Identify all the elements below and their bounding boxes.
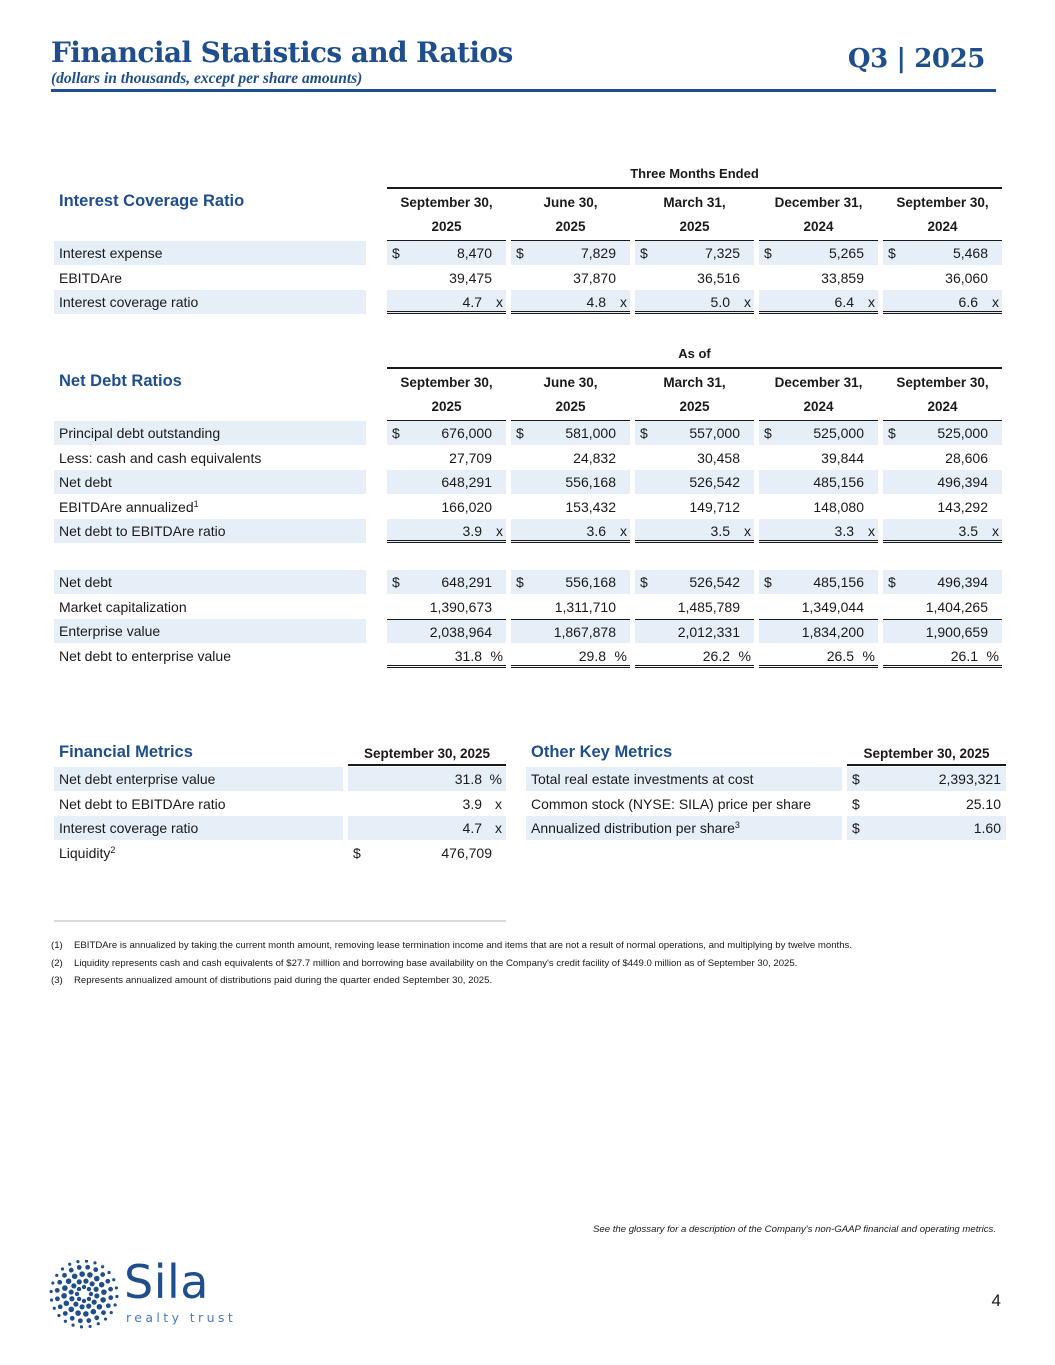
- ndr-period-1-line1: September 30,: [400, 375, 493, 390]
- currency-symbol: $: [516, 425, 524, 441]
- value-cell: [387, 519, 506, 543]
- currency-symbol: $: [392, 425, 400, 441]
- footnote-text: Represents annualized amount of distributions paid during the quarter ended September 30, 2025.: [74, 975, 493, 986]
- cell-value: 526,542: [689, 474, 740, 490]
- value-cell: [759, 495, 878, 519]
- cell-value: 676,000: [441, 425, 492, 441]
- value-cell: [511, 595, 630, 619]
- value-cell: [511, 619, 630, 643]
- value-cell: [883, 446, 1002, 470]
- footnote-rule: [54, 920, 506, 922]
- metric-row: [526, 792, 1006, 816]
- value-cell: [387, 266, 506, 290]
- value-cell: [511, 446, 630, 470]
- metric-value: 2,393,321: [938, 771, 1001, 787]
- metric-row: [54, 767, 506, 791]
- unit-symbol: x: [495, 820, 502, 836]
- row-label-text: Market capitalization: [59, 598, 187, 615]
- cell-value: 5.0: [710, 294, 730, 310]
- currency-symbol: $: [640, 245, 648, 261]
- row-label: [54, 266, 366, 290]
- unit-symbol: x: [992, 294, 999, 310]
- row-label-text: EBITDAre annualized: [59, 498, 194, 515]
- icr-period-2-line1: June 30,: [543, 195, 598, 210]
- row-label: [54, 241, 366, 265]
- value-cell: [387, 446, 506, 470]
- currency-symbol: $: [888, 574, 896, 590]
- value-cell: [635, 421, 754, 445]
- metric-value: 4.7: [462, 820, 482, 836]
- table-row: [0, 470, 1055, 494]
- table-row: [0, 519, 1055, 543]
- metric-label-text: Interest coverage ratio: [59, 820, 199, 836]
- value-cell: [883, 266, 1002, 290]
- cell-value: 1,485,789: [677, 598, 740, 615]
- ndr-period-4-line1: December 31,: [774, 375, 863, 390]
- cell-value: 496,394: [937, 574, 988, 590]
- row-label: [54, 570, 366, 594]
- metric-label: [526, 792, 842, 816]
- glossary-note: See the glossary for a description of the Company's non-GAAP financial and operating metrics.: [592, 1224, 996, 1235]
- metric-label: [526, 816, 842, 840]
- quarter-label: Q3 | 2025: [847, 44, 985, 74]
- unit-symbol: x: [495, 795, 502, 812]
- cell-value: 557,000: [689, 425, 740, 441]
- cell-value: 496,394: [937, 474, 988, 490]
- ndr-period-5-line1: September 30,: [896, 375, 989, 390]
- cell-value: 26.5: [826, 647, 854, 664]
- value-cell: [635, 595, 754, 619]
- footnote-number: (3): [51, 975, 63, 986]
- metric-value: 1.60: [973, 820, 1001, 836]
- value-cell: [883, 470, 1002, 494]
- icr-period-1-line2: 2025: [431, 219, 462, 234]
- value-cell: [387, 570, 506, 594]
- metric-label: [54, 841, 343, 865]
- cell-value: 7,325: [704, 245, 740, 261]
- value-cell: [511, 570, 630, 594]
- cell-value: 1,390,673: [429, 598, 492, 615]
- cell-value: 39,475: [449, 269, 492, 286]
- value-cell: [387, 241, 506, 265]
- icr-period-3-line1: March 31,: [663, 195, 726, 210]
- table-row: [0, 290, 1055, 314]
- cell-value: 148,080: [813, 498, 864, 515]
- cell-value: 1,900,659: [925, 624, 988, 640]
- table-row: [0, 266, 1055, 290]
- row-label-text: Enterprise value: [59, 623, 161, 639]
- metric-value: 476,709: [441, 844, 492, 861]
- value-cell: [759, 241, 878, 265]
- value-cell: [387, 595, 506, 619]
- value-cell: [635, 495, 754, 519]
- cell-value: 31.8: [454, 647, 482, 664]
- row-label: [54, 619, 366, 643]
- value-cell: [883, 421, 1002, 445]
- cell-value: 648,291: [441, 474, 492, 490]
- value-cell: [883, 519, 1002, 543]
- icr-period-4-line1: December 31,: [774, 195, 863, 210]
- unit-symbol: x: [744, 294, 751, 310]
- table-row: [0, 644, 1055, 668]
- cell-value: 525,000: [937, 425, 988, 441]
- cell-value: 36,516: [697, 269, 740, 286]
- footnote: [51, 958, 797, 970]
- metric-value: 25.10: [965, 795, 1001, 812]
- value-cell: [511, 519, 630, 543]
- value-cell: [387, 290, 506, 314]
- cell-value: 556,168: [565, 474, 616, 490]
- currency-symbol: $: [516, 245, 524, 261]
- value-cell: [511, 495, 630, 519]
- unit-symbol: %: [738, 647, 751, 664]
- value-cell: [387, 495, 506, 519]
- metric-label: [54, 816, 343, 840]
- value-cell: [387, 421, 506, 445]
- cell-value: 485,156: [813, 474, 864, 490]
- cell-value: 1,867,878: [553, 624, 616, 640]
- metric-value: 31.8: [454, 771, 482, 787]
- metric-label: [54, 767, 343, 791]
- cell-value: 1,349,044: [801, 598, 864, 615]
- row-label: [54, 495, 366, 519]
- row-label-text: Net debt: [59, 474, 112, 490]
- cell-value: 24,832: [573, 449, 616, 466]
- metric-value-cell: [348, 841, 506, 865]
- table-row: [0, 595, 1055, 619]
- value-cell: [883, 644, 1002, 668]
- value-cell: [387, 644, 506, 668]
- value-cell: [759, 266, 878, 290]
- metric-row: [54, 792, 506, 816]
- cell-value: 556,168: [565, 574, 616, 590]
- value-cell: [759, 470, 878, 494]
- financial-metrics-column-header: September 30, 2025: [348, 746, 506, 766]
- footnote: [51, 975, 492, 987]
- row-label-text: Net debt to EBITDAre ratio: [59, 523, 226, 539]
- metric-label: [54, 792, 343, 816]
- value-cell: [883, 290, 1002, 314]
- cell-value: 3.5: [710, 523, 730, 539]
- value-cell: [511, 470, 630, 494]
- metric-value-cell: [348, 792, 506, 816]
- footnote-number: (1): [51, 940, 63, 951]
- group-header-as-of: As of: [387, 346, 1002, 369]
- cell-value: 485,156: [813, 574, 864, 590]
- icr-period-3-line2: 2025: [679, 219, 710, 234]
- icr-period-5-line2: 2024: [927, 219, 958, 234]
- footnote-number: (2): [51, 957, 63, 969]
- value-cell: [759, 446, 878, 470]
- cell-value: 3.3: [834, 523, 854, 539]
- cell-value: 4.8: [586, 294, 606, 310]
- cell-value: 153,432: [565, 498, 616, 515]
- cell-value: 648,291: [441, 574, 492, 590]
- currency-symbol: $: [764, 425, 772, 441]
- table-row: [0, 446, 1055, 470]
- cell-value: 3.5: [958, 523, 978, 539]
- cell-value: 1,834,200: [801, 624, 864, 640]
- value-cell: [759, 595, 878, 619]
- ndr-period-4-line2: 2024: [803, 399, 834, 414]
- unit-symbol: %: [489, 771, 502, 787]
- cell-value: 26.1: [950, 647, 978, 664]
- unit-symbol: %: [614, 647, 627, 664]
- unit-symbol: x: [620, 294, 627, 310]
- metric-row: [526, 767, 1006, 791]
- metric-label-text: Net debt enterprise value: [59, 771, 216, 787]
- row-label-text: Less: cash and cash equivalents: [59, 449, 262, 466]
- cell-value: 37,870: [573, 269, 616, 286]
- unit-symbol: %: [986, 647, 999, 664]
- section-title-interest-coverage: Interest Coverage Ratio: [59, 192, 245, 210]
- icr-period-1-line1: September 30,: [400, 195, 493, 210]
- unit-symbol: x: [868, 294, 875, 310]
- value-cell: [635, 570, 754, 594]
- unit-symbol: x: [992, 523, 999, 539]
- header-rule: [51, 89, 996, 92]
- unit-symbol: x: [496, 294, 503, 310]
- row-label: [54, 470, 366, 494]
- footnote-text: EBITDAre is annualized by taking the current month amount, removing lease termination income and items that are not a result of normal operations, and multiplying by twelve months.: [74, 940, 853, 951]
- row-label: [54, 446, 366, 470]
- unit-symbol: x: [744, 523, 751, 539]
- table-row: [0, 619, 1055, 643]
- value-cell: [511, 241, 630, 265]
- metric-label-text: Annualized distribution per share: [531, 820, 735, 836]
- cell-value: 6.4: [834, 294, 854, 310]
- value-cell: [759, 570, 878, 594]
- currency-symbol: $: [888, 425, 896, 441]
- value-cell: [635, 241, 754, 265]
- page-title: Financial Statistics and Ratios: [51, 36, 513, 69]
- value-cell: [759, 421, 878, 445]
- icr-period-2-line2: 2025: [555, 219, 586, 234]
- cell-value: 143,292: [937, 498, 988, 515]
- cell-value: 2,038,964: [429, 624, 492, 640]
- cell-value: 4.7: [462, 294, 482, 310]
- currency-symbol: $: [852, 771, 860, 787]
- icr-period-5-line1: September 30,: [896, 195, 989, 210]
- value-cell: [511, 421, 630, 445]
- cell-value: 6.6: [958, 294, 978, 310]
- value-cell: [635, 644, 754, 668]
- value-cell: [511, 290, 630, 314]
- cell-value: 7,829: [580, 245, 616, 261]
- metric-label-text: Net debt to EBITDAre ratio: [59, 795, 226, 812]
- footnote-text: Liquidity represents cash and cash equivalents of $27.7 million and borrowing base availability on the Company's credit facility of $449.0 million as of September 30, 2025.: [74, 957, 798, 969]
- row-label: [54, 421, 366, 445]
- cell-value: 3.9: [462, 523, 482, 539]
- cell-value: 1,404,265: [925, 598, 988, 615]
- cell-value: 3.6: [586, 523, 606, 539]
- metric-label-text: Common stock (NYSE: SILA) price per share: [531, 795, 812, 812]
- metric-value-cell: [847, 792, 1006, 816]
- logo-tagline: realty trust: [126, 1310, 237, 1325]
- currency-symbol: $: [764, 574, 772, 590]
- value-cell: [511, 266, 630, 290]
- cell-value: 8,470: [456, 245, 492, 261]
- value-cell: [387, 470, 506, 494]
- cell-value: 36,060: [945, 269, 988, 286]
- cell-value: 5,468: [952, 245, 988, 261]
- cell-value: 5,265: [828, 245, 864, 261]
- table-row: [0, 570, 1055, 594]
- cell-value: 149,712: [689, 498, 740, 515]
- other-metrics-title: Other Key Metrics: [531, 743, 673, 761]
- currency-symbol: $: [640, 574, 648, 590]
- metric-label-text: Liquidity: [59, 844, 111, 861]
- unit-symbol: x: [496, 523, 503, 539]
- ndr-period-5-line2: 2024: [927, 399, 958, 414]
- value-cell: [759, 519, 878, 543]
- cell-value: 27,709: [449, 449, 492, 466]
- row-label: [54, 595, 366, 619]
- metric-value: 3.9: [462, 795, 482, 812]
- value-cell: [759, 290, 878, 314]
- value-cell: [635, 266, 754, 290]
- row-label-text: Interest expense: [59, 245, 163, 261]
- unit-symbol: %: [862, 647, 875, 664]
- group-header-three-months-ended: Three Months Ended: [387, 166, 1002, 189]
- value-cell: [883, 619, 1002, 643]
- ndr-period-2-line2: 2025: [555, 399, 586, 414]
- cell-value: 39,844: [821, 449, 864, 466]
- value-cell: [883, 241, 1002, 265]
- other-metrics-column-header: September 30, 2025: [847, 746, 1006, 766]
- starburst-logo-icon: [48, 1260, 120, 1332]
- cell-value: 33,859: [821, 269, 864, 286]
- metric-value-cell: [847, 816, 1006, 840]
- currency-symbol: $: [516, 574, 524, 590]
- row-label-text: Principal debt outstanding: [59, 425, 221, 441]
- logo-wordmark: Sila: [124, 1255, 209, 1309]
- table-row: [0, 495, 1055, 519]
- cell-value: 1,311,710: [554, 598, 616, 615]
- cell-value: 525,000: [813, 425, 864, 441]
- value-cell: [635, 290, 754, 314]
- currency-symbol: $: [392, 245, 400, 261]
- metric-row: [54, 841, 506, 865]
- cell-value: 166,020: [441, 498, 492, 515]
- footnote-ref: 1: [193, 498, 199, 509]
- value-cell: [387, 619, 506, 643]
- currency-symbol: $: [353, 844, 361, 861]
- row-label-text: Net debt to enterprise value: [59, 647, 231, 664]
- row-label: [54, 519, 366, 543]
- currency-symbol: $: [888, 245, 896, 261]
- page-subtitle: (dollars in thousands, except per share amounts): [51, 70, 363, 87]
- metric-value-cell: [348, 767, 506, 791]
- currency-symbol: $: [852, 820, 860, 836]
- row-label-text: EBITDAre: [59, 269, 123, 286]
- value-cell: [759, 619, 878, 643]
- currency-symbol: $: [764, 245, 772, 261]
- section-title-net-debt-ratios: Net Debt Ratios: [59, 372, 182, 390]
- cell-value: 30,458: [697, 449, 740, 466]
- ndr-period-2-line1: June 30,: [543, 375, 598, 390]
- cell-value: 26.2: [702, 647, 730, 664]
- row-label: [54, 290, 366, 314]
- metric-value-cell: [847, 767, 1006, 791]
- unit-symbol: %: [490, 647, 503, 664]
- cell-value: 581,000: [565, 425, 616, 441]
- value-cell: [635, 470, 754, 494]
- cell-value: 28,606: [945, 449, 988, 466]
- footnote: [51, 940, 852, 952]
- currency-symbol: $: [640, 425, 648, 441]
- value-cell: [759, 644, 878, 668]
- ndr-period-3-line2: 2025: [679, 399, 710, 414]
- row-label-text: Interest coverage ratio: [59, 294, 199, 310]
- metric-row: [54, 816, 506, 840]
- currency-symbol: $: [852, 795, 860, 812]
- metric-label: [526, 767, 842, 791]
- footnote-ref: 2: [110, 844, 116, 855]
- company-logo: [48, 1256, 248, 1332]
- row-label: [54, 644, 366, 668]
- icr-period-4-line2: 2024: [803, 219, 834, 234]
- value-cell: [511, 644, 630, 668]
- cell-value: 2,012,331: [677, 624, 740, 640]
- metric-label-text: Total real estate investments at cost: [531, 771, 754, 787]
- value-cell: [635, 519, 754, 543]
- value-cell: [883, 595, 1002, 619]
- cell-value: 29.8: [578, 647, 606, 664]
- metric-row: [526, 816, 1006, 840]
- unit-symbol: x: [868, 523, 875, 539]
- table-row: [0, 241, 1055, 265]
- value-cell: [883, 495, 1002, 519]
- ndr-period-1-line2: 2025: [431, 399, 462, 414]
- metric-value-cell: [348, 816, 506, 840]
- currency-symbol: $: [392, 574, 400, 590]
- page-number: 4: [991, 1291, 1001, 1310]
- table-row: [0, 421, 1055, 445]
- ndr-period-3-line1: March 31,: [663, 375, 726, 390]
- value-cell: [883, 570, 1002, 594]
- financial-metrics-title: Financial Metrics: [59, 743, 193, 761]
- unit-symbol: x: [620, 523, 627, 539]
- footnote-ref: 3: [734, 820, 740, 830]
- value-cell: [635, 446, 754, 470]
- value-cell: [635, 619, 754, 643]
- row-label-text: Net debt: [59, 574, 112, 590]
- cell-value: 526,542: [689, 574, 740, 590]
